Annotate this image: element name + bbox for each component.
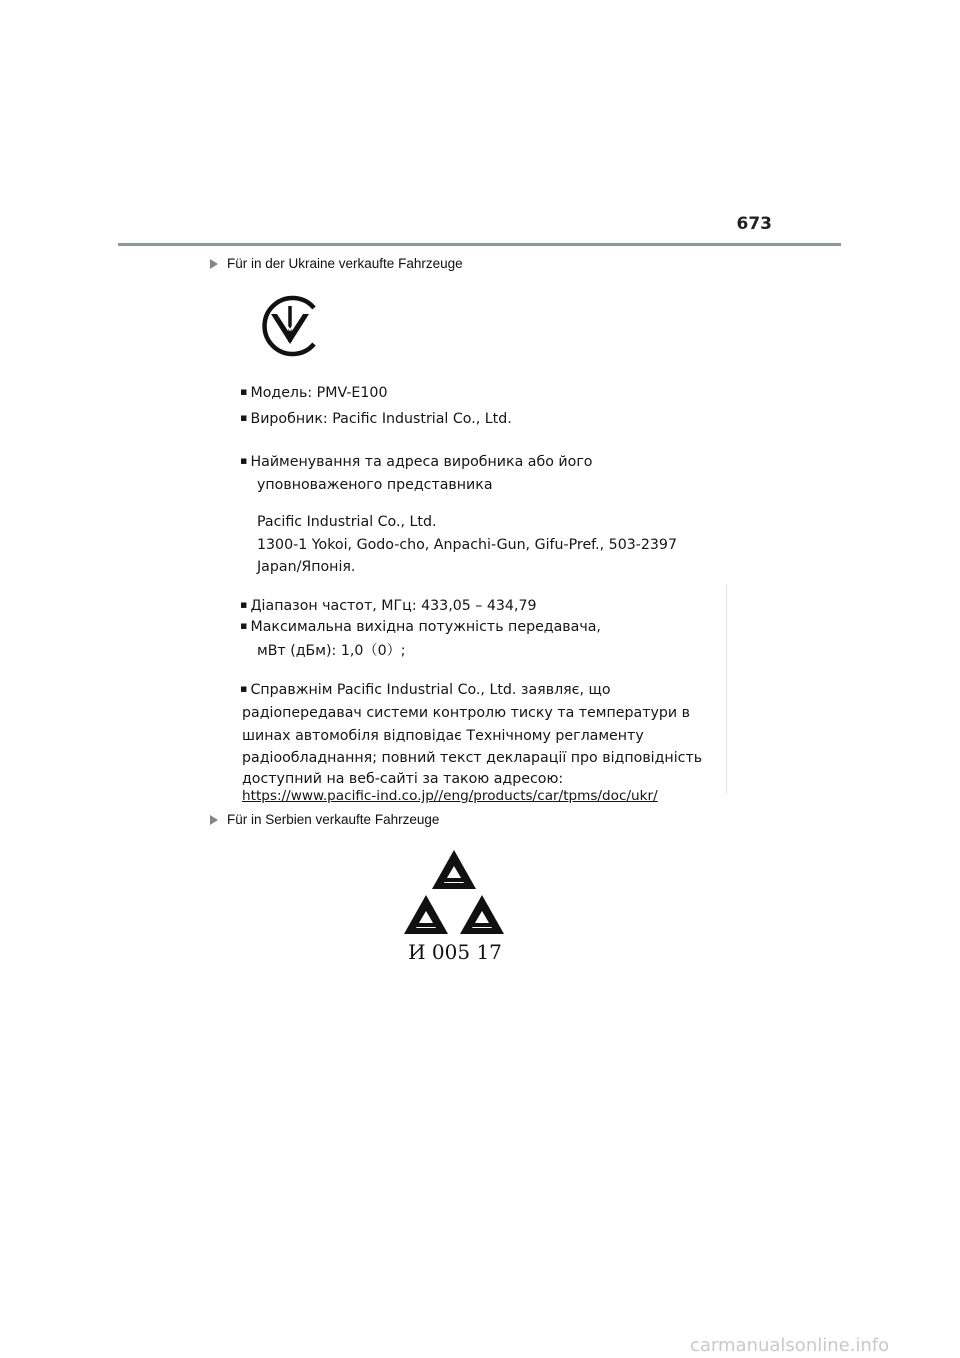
section-heading-serbia bbox=[210, 812, 439, 827]
cert-representative-heading: ▪ Найменування та адреса виробника або його bbox=[240, 454, 593, 470]
cert-model: ▪ Модель: PMV-E100 bbox=[240, 385, 388, 401]
serbia-mark-code: И 005 17 bbox=[408, 940, 502, 964]
cert-declaration-line-2: радіопередавач системи контролю тиску та температури в bbox=[242, 705, 690, 721]
cert-declaration: ▪ Справжнім Pacific Industrial Co., Ltd. заявляє, що bbox=[240, 682, 611, 698]
scan-edge bbox=[726, 584, 727, 794]
watermark: carmanualsonline.info bbox=[690, 1335, 890, 1356]
cert-frequency-range: ▪ Діапазон частот, МГц: 433,05 – 434,79 bbox=[240, 598, 537, 614]
cert-address: 1300-1 Yokoi, Godo-cho, Anpachi-Gun, Gifu-Pref., 503-2397 bbox=[257, 537, 677, 553]
section-heading-text: Für in der Ukraine verkaufte Fahrzeuge bbox=[227, 256, 463, 271]
cert-company: Pacific Industrial Co., Ltd. bbox=[257, 514, 437, 530]
cert-max-power: ▪ Максимальна вихідна потужність передавача, bbox=[240, 619, 601, 635]
cert-declaration-line-5: доступний на веб-сайті за такою адресою: bbox=[242, 771, 564, 787]
cert-representative-heading-cont: уповноваженого представника bbox=[257, 477, 493, 493]
ukrsepro-conformity-mark-icon bbox=[256, 292, 324, 360]
cert-declaration-url[interactable]: https://www.pacific-ind.co.jp//eng/products/car/tpms/doc/ukr/ bbox=[242, 788, 658, 804]
triangle-bullet-icon bbox=[210, 815, 218, 825]
header-rule bbox=[118, 243, 841, 246]
cert-manufacturer: ▪ Виробник: Pacific Industrial Co., Ltd. bbox=[240, 411, 512, 427]
serbia-conformity-mark-icon bbox=[400, 848, 510, 936]
cert-max-power-value: мВт (дБм): 1,0（0）; bbox=[257, 643, 406, 659]
ukraine-certificate bbox=[232, 284, 728, 806]
triangle-bullet-icon bbox=[210, 259, 218, 269]
page-number: 673 bbox=[736, 214, 772, 234]
cert-declaration-line-4: радіообладнання; повний текст декларації про відповідність bbox=[242, 750, 703, 766]
cert-declaration-line-3: шинах автомобіля відповідає Технічному регламенту bbox=[242, 728, 644, 744]
section-heading-text: Für in Serbien verkaufte Fahrzeuge bbox=[227, 812, 440, 827]
cert-country: Japan/Японія. bbox=[257, 559, 356, 575]
section-heading-ukraine bbox=[210, 256, 463, 271]
